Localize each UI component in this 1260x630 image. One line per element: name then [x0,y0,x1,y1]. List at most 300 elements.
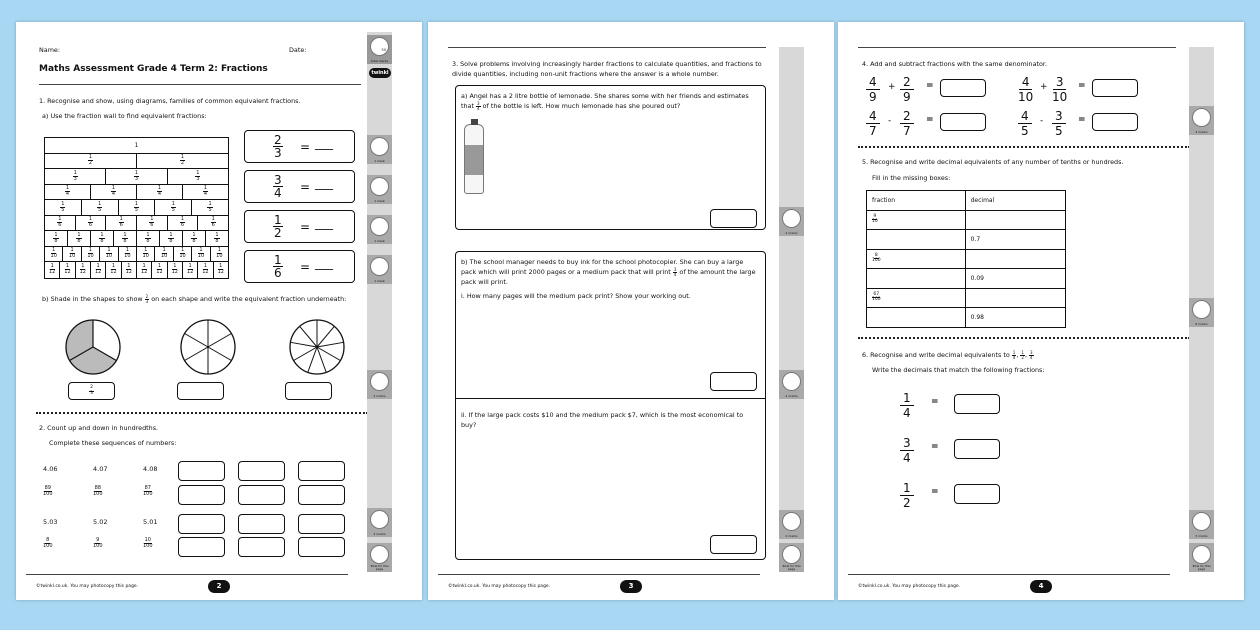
marks-box [367,370,392,399]
marks-circle[interactable] [370,137,389,156]
numerator: 1 [188,263,192,270]
answer-box-sixths[interactable] [177,382,224,400]
equals-sign: = [300,140,311,154]
total-marks-box: 50 total marks [367,35,392,64]
answer-box-3b-ii[interactable] [710,535,757,554]
fraction-wall-cell [91,231,114,246]
column-header: fraction [867,191,966,211]
fraction [60,202,65,213]
numerator: 88 [94,485,101,491]
denominator: 12 [125,269,132,276]
denominator: 12 [171,269,178,276]
denominator: 5 [1021,124,1029,138]
fraction [900,437,914,464]
marks-circle[interactable] [370,545,389,564]
fraction-wall-cell [45,185,91,200]
question-3a: a) Angel has a 2 litre bottle of lemonade. She shares some with her friends and estimates that $\frac{3}{4}$ of the bottle is left. How much lemonade has she poured out? [461,92,749,111]
fraction [149,217,154,228]
fraction-wall-cell [168,262,183,278]
question-5-instruction: Fill in the missing boxes: [872,174,951,182]
denominator: 4 [157,191,162,198]
table-row [867,308,1066,328]
circle-sixths[interactable] [181,320,235,374]
fraction [172,264,178,275]
marks-box [1189,298,1214,327]
fraction-wall-row [45,169,228,185]
denominator: 10 [142,253,149,260]
fraction-wall-cell [45,216,76,231]
sequence-value: 4.07 [93,465,108,473]
worksheet-page-3 [428,22,834,600]
denominator: 10 [179,253,186,260]
numerator: 1 [88,216,93,223]
fraction-wall-cell [198,216,228,231]
divider [858,47,1176,48]
denominator: 10 [105,253,113,260]
fraction [95,264,101,275]
denominator: 4 [903,451,911,465]
fraction-wall-cell [137,154,228,169]
denominator: 100 [93,543,103,549]
fraction [119,217,124,228]
marks-circle[interactable] [370,510,389,529]
denominator: 8 [146,237,150,244]
fraction-wall-cell [152,262,167,278]
numerator: 1 [196,169,200,176]
sequence-answer-box[interactable] [178,537,225,557]
fraction [872,254,881,264]
denominator: 6 [274,266,282,280]
numerator: 1 [61,200,65,207]
numerator: 1 [144,247,148,254]
marks-label: 3 marks [1195,534,1208,538]
fraction-wall-cell [183,185,228,200]
marks-circle[interactable] [782,512,801,531]
footer-rule [26,574,348,575]
answer-box-3b-i[interactable] [710,372,757,391]
numerator: 1 [100,231,104,238]
marks-circle[interactable] [370,177,389,196]
numerator: 1 [50,263,54,270]
marks-circle[interactable] [782,209,801,228]
fraction-wall-cell [155,247,173,262]
marks-circle[interactable] [370,257,389,276]
sequence-answer-box[interactable] [178,461,225,481]
sequence-answer-box[interactable] [178,514,225,534]
marks-label: Total for this page [370,564,389,571]
equivalent-fraction-box[interactable] [244,130,355,163]
equivalent-fraction-box[interactable] [244,170,355,203]
decimal-cell[interactable] [965,288,1065,308]
denominator: 2 [1021,354,1024,360]
marks-label: 2 marks [785,231,798,235]
denominator: 3 [134,175,139,182]
fraction-wall-cell [63,247,81,262]
fraction-wall-cell [168,169,228,184]
fraction-cell[interactable] [867,230,966,250]
denominator: 10 [1018,90,1034,104]
fraction-wall-cell [106,216,137,231]
equals-sign: = [931,397,939,407]
dotted-divider [858,146,1190,148]
numerator: 1 [274,213,282,227]
question-1b [42,294,346,304]
marks-box [367,255,392,284]
fraction [143,538,153,549]
denominator: 4 [65,191,70,198]
numerator: 1 [199,247,203,254]
equals-sign: = [931,442,939,452]
question-1a: a) Use the fraction wall to find equivalent fractions: [42,112,207,120]
equivalent-fraction-box[interactable] [244,250,355,283]
fraction [273,214,283,239]
fraction-cell [867,288,966,308]
decimal-cell[interactable] [965,249,1065,269]
numerator: 1 [142,263,146,270]
fraction [180,217,185,228]
footer-rule [438,574,760,575]
question-3b-ii: ii. If the large pack costs $10 and the medium pack $7, which is the most economical to buy? [461,411,744,429]
fraction-wall-cell [91,262,106,278]
numerator: 1 [1012,349,1016,355]
numerator: 1 [119,216,123,223]
fraction-wall-cell [119,200,156,215]
decimal-answer-box[interactable] [954,394,1000,414]
question-5: 5. Recognise and write decimal equivalents of any number of tenths or hundreds. [862,158,1124,166]
denominator: 100 [872,258,881,264]
answer-box-3a[interactable] [710,209,757,228]
denominator: 6 [58,222,62,229]
marks-box [367,135,392,164]
sequence-value: 4.08 [143,465,158,473]
numerator: 4 [866,110,880,124]
equivalent-fraction-box[interactable] [244,210,355,243]
fraction [80,264,86,275]
divider [39,84,361,85]
fraction [195,171,200,182]
sequence-value: 5.03 [43,518,58,526]
marks-circle[interactable] [1192,512,1211,531]
sequence-answer-box[interactable] [298,514,345,534]
page-title: Maths Assessment Grade 4 Term 2: Fractions [39,64,268,74]
fraction [57,217,62,228]
fraction-wall-cell [155,200,192,215]
decimal-answer-box[interactable] [954,439,1000,459]
fraction-cell [867,249,966,269]
fraction [53,233,58,244]
operator: + [888,82,896,92]
marks-circle[interactable] [1192,300,1211,319]
denominator: 8 [169,237,173,244]
numerator: 89 [44,485,51,491]
fraction [99,233,104,244]
marks-box [779,543,804,572]
marks-circle[interactable] [1192,108,1211,127]
fraction [134,202,139,213]
fraction [156,264,162,275]
fraction-decimal-table [866,190,1066,328]
fraction-wall-cell [137,216,168,231]
numerator: 1 [146,231,150,238]
numerator: 1 [81,263,85,270]
marks-circle[interactable] [370,217,389,236]
fraction [202,264,208,275]
numerator: 1 [169,231,173,238]
sequence-answer-box[interactable] [238,514,285,534]
fraction [1052,76,1067,103]
question-3b-panel [455,251,766,560]
name-label: Name: [39,46,61,54]
fraction: $\frac{2}{3}$ [145,293,149,304]
sum-answer-box[interactable] [940,79,986,97]
fraction [106,248,112,259]
fraction [141,264,147,275]
operator: - [1040,116,1044,126]
denominator: 3 [196,175,200,182]
worksheet-page-2 [16,22,422,600]
fraction-wall-cell [183,262,198,278]
denominator: 12 [48,269,56,276]
fraction-wall-cell [119,247,137,262]
blank-line: ___ [315,136,333,150]
fraction-cell[interactable] [867,269,966,289]
marks-box [367,215,392,244]
denominator: 10 [216,253,223,260]
decimal-answer-box[interactable] [954,484,1000,504]
sequence-answer-box[interactable] [238,537,285,557]
footer-copyright: ©twinkl.co.uk. You may photocopy this page. [858,584,961,589]
question-4: 4. Add and subtract fractions with the same denominator. [862,60,1047,68]
marks-label: 1 mark [374,279,385,283]
denominator: 12 [156,269,163,276]
equals-sign: = [931,487,939,497]
denominator: 6 [180,222,185,229]
decimal-cell[interactable] [965,210,1065,230]
denominator: 5 [208,206,212,213]
sequence-answer-box[interactable] [298,537,345,557]
table-row [867,249,1066,269]
denominator: 10 [87,253,94,260]
fraction [157,186,162,197]
fraction-wall-row [45,231,228,247]
numerator: 3 [1053,76,1067,90]
q1b-text: on each shape and write the equivalent fraction underneath: [151,295,347,303]
numerator: 67 [873,291,880,297]
fraction [273,254,283,279]
numerator: 1 [900,392,914,406]
numerator: 1 [180,154,185,161]
marks-label: 1 mark [374,159,385,163]
fraction-wall-cell [211,247,228,262]
sequence-answer-box[interactable] [238,485,285,505]
sequence-value: 5.02 [93,518,108,526]
fraction [76,233,81,244]
fraction [180,155,185,166]
sum-answer-box[interactable] [940,113,986,131]
numerator: 1 [208,200,212,207]
circle-ninths[interactable] [290,320,344,374]
equals-sign: = [300,260,311,274]
fraction-cell[interactable] [867,308,966,328]
numerator: 3 [1052,110,1066,124]
marks-circle[interactable] [782,372,801,391]
numerator: 1 [88,247,93,254]
fraction [122,233,127,244]
dotted-divider [36,412,368,414]
denominator: 8 [123,237,127,244]
table-row [867,210,1066,230]
marks-circle[interactable] [370,372,389,391]
fraction-wall-cell [68,231,91,246]
footer-rule [848,574,1170,575]
marks-circle[interactable] [782,545,801,564]
marks-label: 2 marks [785,534,798,538]
fraction [866,76,880,103]
sequence-answer-box[interactable] [298,485,345,505]
fraction-wall-cell [82,247,100,262]
sum-answer-box[interactable] [1092,113,1138,131]
denominator: 6 [150,222,154,229]
fraction [93,486,103,497]
fraction-wall-cell [45,154,137,169]
fraction [161,248,167,259]
blank-line: ___ [315,176,333,190]
fraction [900,76,914,103]
date-label: Date: [289,46,307,54]
question-3b-i: i. How many pages will the medium pack print? Show your working out. [461,292,691,300]
marks-label: 2 marks [373,394,386,398]
denominator: 10 [50,253,57,260]
fraction: $\frac{3}{4}$ [673,266,677,277]
fraction [49,264,55,275]
numerator: 1 [211,216,215,223]
marks-label: Total for this page [1192,564,1211,571]
fraction [93,538,103,549]
numerator: 1 [162,247,166,254]
column-header: decimal [965,191,1065,211]
fraction [126,264,132,275]
panel-divider [456,398,765,399]
question-6: 6. Recognise and write decimal equivalents to $\frac{1}{4}$ , $\frac{1}{2}$ , $\frac{3}{4}$ [862,349,1033,360]
fraction-wall-cell [122,262,137,278]
numerator: 1 [180,247,185,254]
denominator: 8 [215,237,219,244]
denominator: 2 [274,226,282,240]
answer-box-example[interactable] [68,382,115,400]
numerator: 1 [127,263,131,270]
sequence-answer-box[interactable] [298,461,345,481]
fraction [124,248,130,259]
fraction-wall-cell [91,185,137,200]
denominator: 7 [869,124,877,138]
marks-label: 4 marks [373,532,386,536]
denominator: 4 [203,191,208,198]
question-1: 1. Recognise and show, using diagrams, families of common equivalent fractions. [39,97,301,105]
numerator: 8 [46,537,50,543]
denominator: 100 [143,543,153,549]
circle-thirds[interactable] [66,320,120,374]
numerator: 1 [73,169,77,176]
sequence-answer-box[interactable] [238,461,285,481]
decimal-cell: 0.7 [965,230,1065,250]
denominator: 100 [872,297,881,303]
question-2-instruction: Complete these sequences of numbers: [49,439,177,447]
decimal-cell: 0.09 [965,269,1065,289]
fraction-wall-cell [106,169,167,184]
numerator: 1 [134,169,139,176]
fraction-wall-cell [214,262,228,278]
numerator: 1 [157,263,162,270]
equals-sign: = [1078,81,1086,91]
answer-box-ninths[interactable] [285,382,332,400]
fraction-wall-cell [106,262,121,278]
denominator: 10 [872,219,878,225]
denominator: 12 [64,269,71,276]
question-2: 2. Count up and down in hundredths. [39,424,159,432]
sequence-answer-box[interactable] [178,485,225,505]
sum-answer-box[interactable] [1092,79,1138,97]
fraction [64,264,70,275]
fraction [97,202,102,213]
fraction [191,233,196,244]
numerator: 2 [900,110,914,124]
numerator: 1 [77,231,81,238]
fraction [73,171,78,182]
denominator: 3 [274,146,282,160]
fraction [872,293,881,303]
numerator: 1 [217,247,221,254]
fraction: $\frac{3}{4}$ [477,100,480,111]
footer-copyright: ©twinkl.co.uk. You may photocopy this page. [448,584,551,589]
fraction [866,110,880,137]
fraction-wall-cell [76,262,91,278]
denominator: 12 [79,269,86,276]
marks-circle[interactable] [1192,545,1211,564]
marks-label: 1 mark [374,239,385,243]
denominator: 8 [77,237,81,244]
denominator: 12 [217,269,224,276]
fraction-wall-cell [60,262,75,278]
denominator: 2 [903,496,911,510]
numerator: 1 [150,216,154,223]
table-row [867,230,1066,250]
denominator: 2 [180,160,185,167]
fraction [1029,351,1034,360]
q1b-text: b) Shade in the shapes to show [42,295,143,303]
fraction [900,392,914,419]
fraction-wall-row [45,247,228,263]
denominator: 12 [202,269,209,276]
fraction [211,217,216,228]
sequence-value: 5.01 [143,518,158,526]
marks-label: 4 marks [1195,130,1208,134]
fraction-wall-cell [206,231,228,246]
numerator: 1 [54,231,58,238]
denominator: 10 [1052,90,1068,104]
marks-label: 1 mark [374,199,385,203]
fraction-wall-row [45,138,228,154]
fraction-wall-cell [137,231,160,246]
numerator: 1 [96,263,100,270]
total-marks-circle[interactable]: 50 [370,37,389,56]
page-number: 3 [620,580,642,593]
question-3: 3. Solve problems involving increasingly harder fractions to calculate quantities, and fractions to divide quantities, including non-unit fractions where the answer is a whole number. [452,60,762,78]
numerator: 9 [873,213,877,219]
denominator: 5 [1055,124,1063,138]
question-3a-panel [455,85,766,230]
marks-box [367,508,392,537]
divider [448,47,766,48]
